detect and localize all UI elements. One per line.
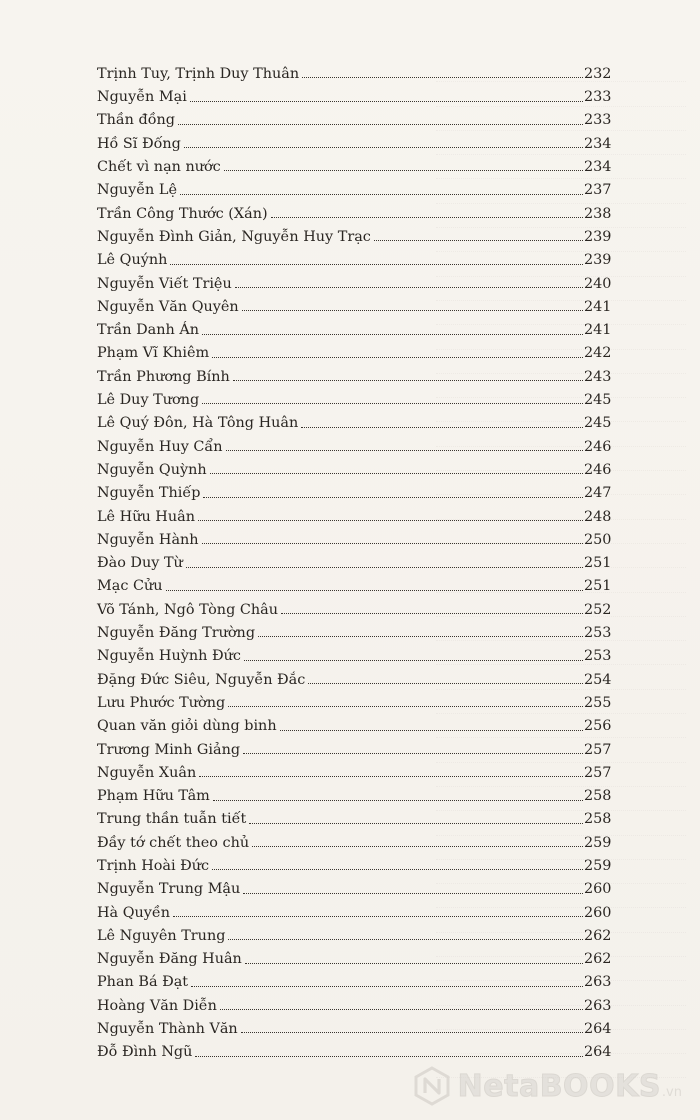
toc-entry <box>97 664 610 687</box>
toc-entry-page: 242 <box>584 345 612 362</box>
toc-entry-title: Nguyễn Mại <box>97 89 187 106</box>
toc-entry-page: 251 <box>584 578 612 595</box>
toc-entry-page: 239 <box>584 228 612 245</box>
toc-dot-leader <box>252 846 583 847</box>
toc-entry-title: Nguyễn Trung Mậu <box>97 881 241 898</box>
toc-dot-leader <box>170 264 583 265</box>
toc-dot-leader <box>184 147 583 148</box>
toc-entry <box>97 640 610 663</box>
toc-entry-title: Đào Duy Từ <box>97 555 183 572</box>
toc-dot-leader <box>374 240 583 241</box>
toc-entry-title: Trần Công Thước (Xán) <box>97 205 268 222</box>
toc-dot-leader <box>226 450 583 451</box>
toc-entry <box>97 384 610 407</box>
toc-entry-page: 251 <box>584 555 612 572</box>
toc-entry-page: 259 <box>584 857 612 874</box>
toc-dot-leader <box>202 543 583 544</box>
toc-entry-page: 255 <box>584 694 612 711</box>
toc-entry <box>97 174 610 197</box>
toc-entry <box>97 361 610 384</box>
toc-entry-title: Trịnh Tuy, Trịnh Duy Thuân <box>97 65 300 82</box>
toc-entry-page: 263 <box>584 997 612 1014</box>
table-of-contents <box>97 58 610 1060</box>
toc-entry <box>97 524 610 547</box>
toc-entry <box>97 547 610 570</box>
toc-entry-title: Chết vì nạn nước <box>97 159 221 176</box>
toc-entry-title: Hà Quyền <box>97 904 171 921</box>
toc-entry <box>97 431 610 454</box>
toc-entry-title: Trần Danh Án <box>97 322 200 339</box>
toc-entry-title: Hoàng Văn Diễn <box>97 997 217 1014</box>
toc-entry-page: 262 <box>584 951 612 968</box>
toc-entry-page: 262 <box>584 927 612 944</box>
toc-entry <box>97 1036 610 1059</box>
toc-entry-title: Lưu Phước Tường <box>97 694 226 711</box>
toc-dot-leader <box>224 170 583 171</box>
toc-entry-title: Trương Minh Giảng <box>97 741 241 758</box>
toc-entry-title: Nguyễn Lệ <box>97 182 177 199</box>
toc-entry <box>97 804 610 827</box>
toc-entry-page: 258 <box>584 811 612 828</box>
toc-entry-title: Lê Hữu Huân <box>97 508 195 525</box>
toc-entry-page: 258 <box>584 788 612 805</box>
toc-entry-page: 259 <box>584 834 612 851</box>
toc-dot-leader <box>280 730 583 731</box>
toc-entry <box>97 151 610 174</box>
toc-entry <box>97 454 610 477</box>
toc-entry <box>97 920 610 943</box>
toc-entry <box>97 757 610 780</box>
toc-entry <box>97 897 610 920</box>
toc-dot-leader <box>178 124 583 125</box>
toc-entry <box>97 477 610 500</box>
toc-entry-title: Quan văn giỏi dùng binh <box>97 718 277 735</box>
toc-entry-page: 264 <box>584 1021 612 1038</box>
toc-dot-leader <box>198 520 583 521</box>
toc-dot-leader <box>228 706 583 707</box>
toc-entry <box>97 617 610 640</box>
toc-entry-title: Trần Phương Bính <box>97 368 230 385</box>
toc-entry-page: 245 <box>584 415 612 432</box>
toc-dot-leader <box>249 823 583 824</box>
toc-dot-leader <box>180 194 583 195</box>
toc-dot-leader <box>245 963 583 964</box>
toc-dot-leader <box>191 986 583 987</box>
toc-dot-leader <box>243 893 583 894</box>
toc-entry-title: Nguyễn Văn Quyên <box>97 298 239 315</box>
toc-entry-page: 256 <box>584 718 612 735</box>
toc-entry-page: 233 <box>584 112 612 129</box>
toc-entry-title: Lê Duy Tương <box>97 392 200 409</box>
toc-entry-title: Nguyễn Đăng Huân <box>97 951 242 968</box>
toc-dot-leader <box>271 217 583 218</box>
toc-dot-leader <box>213 800 583 801</box>
toc-entry <box>97 81 610 104</box>
toc-entry <box>97 873 610 896</box>
toc-dot-leader <box>243 753 583 754</box>
toc-entry <box>97 338 610 361</box>
toc-entry-title: Mạc Cửu <box>97 578 163 595</box>
toc-entry-title: Nguyễn Thành Văn <box>97 1021 238 1038</box>
toc-dot-leader <box>212 869 583 870</box>
toc-dot-leader <box>233 380 583 381</box>
toc-entry-page: 234 <box>584 159 612 176</box>
toc-entry-title: Nguyễn Xuân <box>97 764 197 781</box>
toc-entry <box>97 827 610 850</box>
toc-entry <box>97 58 610 81</box>
toc-entry-page: 250 <box>584 531 612 548</box>
toc-entry-title: Phạm Hữu Tâm <box>97 788 210 805</box>
toc-dot-leader <box>228 939 583 940</box>
toc-dot-leader <box>220 1009 583 1010</box>
toc-entry <box>97 128 610 151</box>
toc-entry-page: 245 <box>584 392 612 409</box>
toc-entry-title: Đỗ Đình Ngũ <box>97 1044 193 1061</box>
toc-dot-leader <box>242 310 583 311</box>
toc-entry-title: Nguyễn Thiếp <box>97 485 201 502</box>
toc-entry <box>97 850 610 873</box>
toc-dot-leader <box>301 427 583 428</box>
toc-entry-page: 240 <box>584 275 612 292</box>
toc-dot-leader <box>190 101 583 102</box>
toc-dot-leader <box>186 567 583 568</box>
toc-entry-page: 246 <box>584 438 612 455</box>
toc-entry-page: 264 <box>584 1044 612 1061</box>
toc-entry-page: 254 <box>584 671 612 688</box>
toc-entry-title: Phạm Vĩ Khiêm <box>97 345 210 362</box>
toc-entry-page: 239 <box>584 252 612 269</box>
watermark-brand: NetaBOOKS <box>457 1068 661 1104</box>
toc-entry-title: Hồ Sĩ Đống <box>97 135 181 152</box>
toc-entry-page: 253 <box>584 625 612 642</box>
toc-dot-leader <box>302 77 583 78</box>
toc-entry <box>97 407 610 430</box>
toc-entry <box>97 990 610 1013</box>
toc-dot-leader <box>210 473 583 474</box>
toc-entry-page: 232 <box>584 65 612 82</box>
toc-entry <box>97 221 610 244</box>
toc-entry <box>97 687 610 710</box>
watermark-suffix: .vn <box>661 1085 682 1100</box>
toc-entry <box>97 314 610 337</box>
toc-dot-leader <box>308 683 583 684</box>
toc-entry <box>97 571 610 594</box>
toc-entry-page: 257 <box>584 741 612 758</box>
toc-entry-page: 253 <box>584 648 612 665</box>
toc-entry <box>97 291 610 314</box>
toc-entry-page: 243 <box>584 368 612 385</box>
toc-entry-page: 246 <box>584 461 612 478</box>
toc-entry-page: 237 <box>584 182 612 199</box>
toc-entry-title: Đầy tớ chết theo chủ <box>97 834 250 851</box>
toc-entry-title: Lê Quý Đôn, Hà Tông Huân <box>97 415 299 432</box>
toc-dot-leader <box>203 497 583 498</box>
toc-entry <box>97 943 610 966</box>
toc-entry-page: 241 <box>584 322 612 339</box>
toc-dot-leader <box>202 403 583 404</box>
toc-entry-title: Nguyễn Đăng Trường <box>97 625 256 642</box>
toc-entry <box>97 105 610 128</box>
toc-entry <box>97 780 610 803</box>
toc-entry <box>97 268 610 291</box>
toc-dot-leader <box>202 334 583 335</box>
toc-dot-leader <box>241 1032 583 1033</box>
toc-entry-title: Lê Nguyên Trung <box>97 927 226 944</box>
toc-entry <box>97 244 610 267</box>
toc-entry-page: 247 <box>584 485 612 502</box>
toc-entry <box>97 967 610 990</box>
toc-entry-title: Nguyễn Huy Cẩn <box>97 438 223 455</box>
toc-entry-title: Đặng Đức Siêu, Nguyễn Đắc <box>97 671 306 688</box>
toc-entry-title: Nguyễn Hành <box>97 531 199 548</box>
toc-dot-leader <box>235 287 583 288</box>
toc-entry-page: 241 <box>584 298 612 315</box>
toc-entry-title: Phan Bá Đạt <box>97 974 189 991</box>
toc-entry <box>97 1013 610 1036</box>
toc-entry <box>97 501 610 524</box>
toc-entry-title: Nguyễn Huỳnh Đức <box>97 648 241 665</box>
toc-entry-page: 257 <box>584 764 612 781</box>
toc-dot-leader <box>258 636 583 637</box>
toc-entry <box>97 594 610 617</box>
toc-entry-page: 260 <box>584 881 612 898</box>
toc-entry-page: 234 <box>584 135 612 152</box>
toc-entry-title: Trịnh Hoài Đức <box>97 857 210 874</box>
toc-dot-leader <box>173 916 583 917</box>
toc-entry-title: Nguyễn Viết Triệu <box>97 275 232 292</box>
toc-entry <box>97 198 610 221</box>
toc-entry-title: Lê Quýnh <box>97 252 168 269</box>
toc-dot-leader <box>195 1056 583 1057</box>
toc-entry-title: Trung thần tuẫn tiết <box>97 811 247 828</box>
toc-entry-page: 260 <box>584 904 612 921</box>
toc-entry <box>97 710 610 733</box>
toc-entry <box>97 734 610 757</box>
toc-entry-title: Nguyễn Quỳnh <box>97 461 207 478</box>
toc-dot-leader <box>166 590 584 591</box>
toc-dot-leader <box>212 357 583 358</box>
toc-entry-title: Nguyễn Đình Giản, Nguyễn Huy Trạc <box>97 228 371 245</box>
toc-entry-page: 238 <box>584 205 612 222</box>
toc-entry-title: Thần đồng <box>97 112 176 129</box>
toc-dot-leader <box>244 660 583 661</box>
neta-logo-icon <box>412 1066 452 1106</box>
toc-dot-leader <box>281 613 583 614</box>
watermark <box>412 1066 682 1106</box>
toc-entry-page: 233 <box>584 89 612 106</box>
toc-entry-page: 263 <box>584 974 612 991</box>
toc-dot-leader <box>199 776 583 777</box>
toc-entry-title: Võ Tánh, Ngô Tòng Châu <box>97 601 278 618</box>
toc-entry-page: 252 <box>584 601 612 618</box>
toc-entry-page: 248 <box>584 508 612 525</box>
